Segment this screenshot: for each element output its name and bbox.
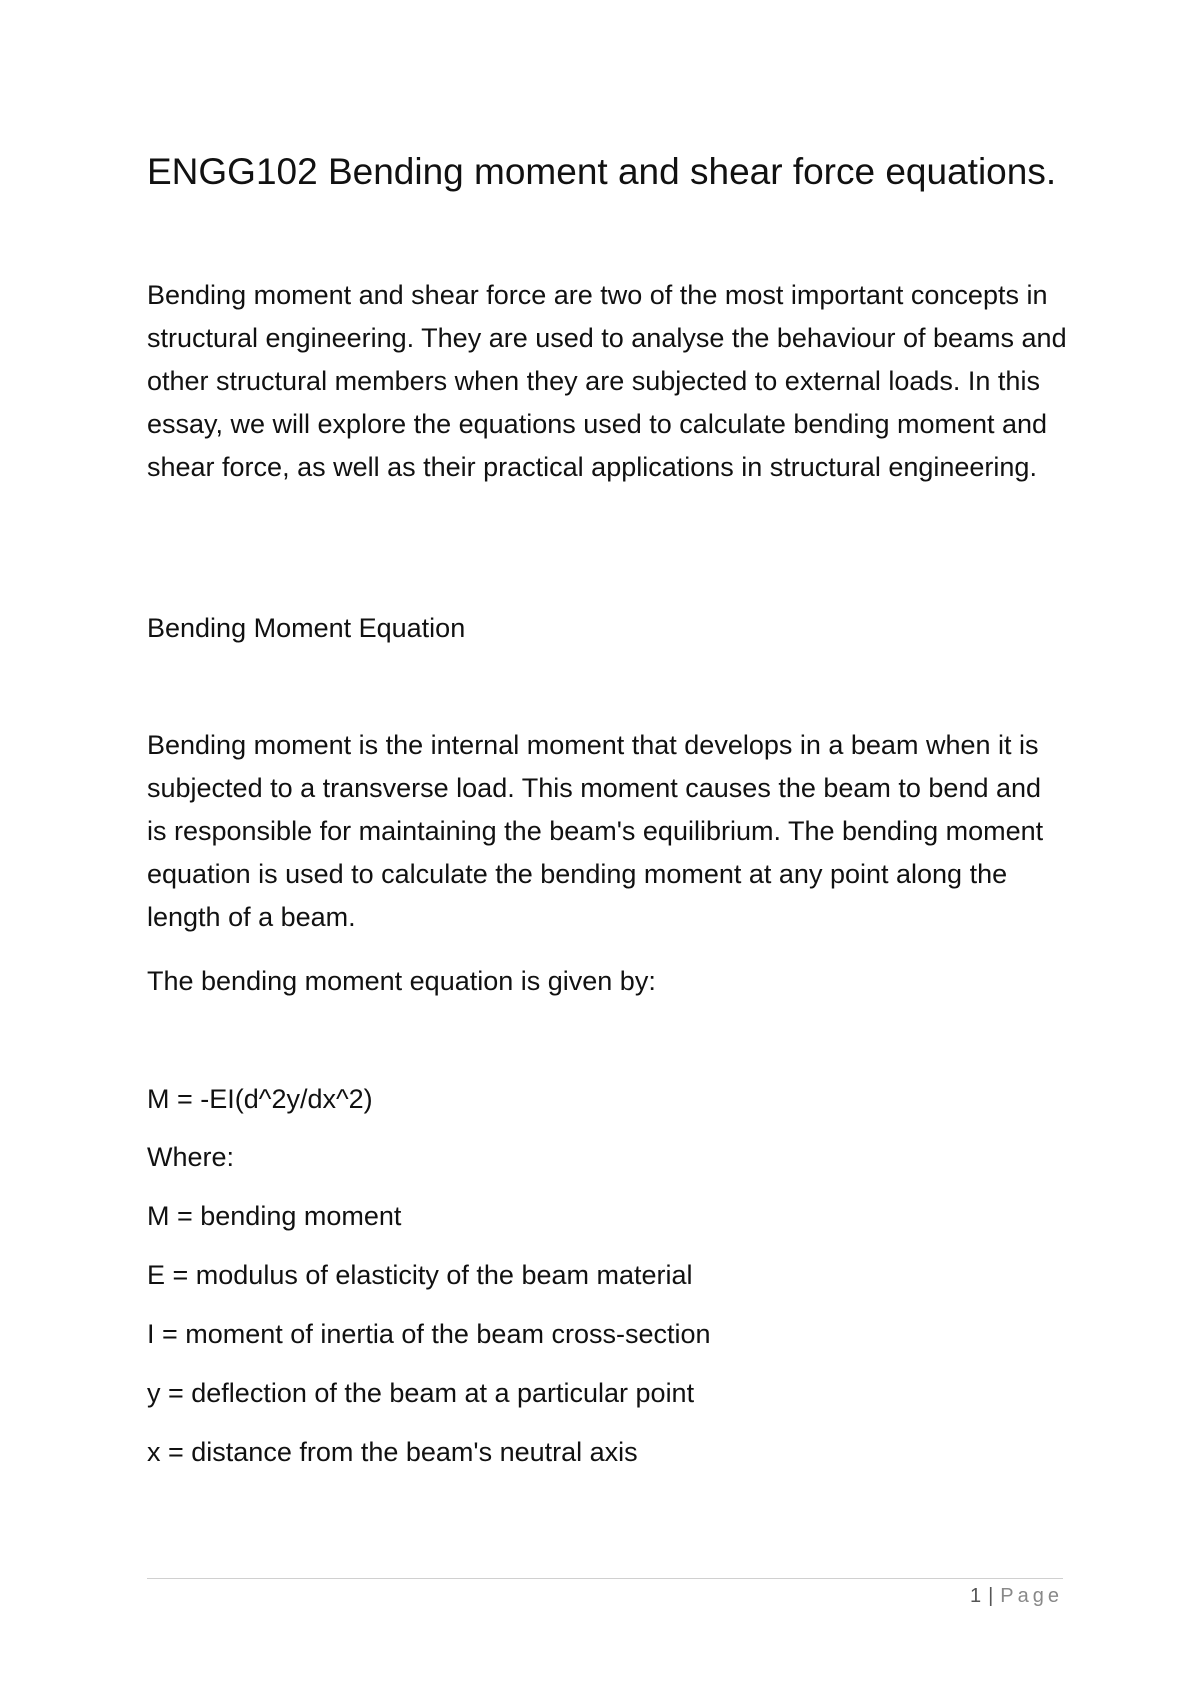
page-footer <box>970 1585 1063 1608</box>
document-title: ENGG102 Bending moment and shear force equations. <box>147 151 1057 192</box>
page-number: 1 <box>969 1585 983 1607</box>
definition-item: I = moment of inertia of the beam cross-section <box>147 1319 711 1349</box>
definition-item: y = deflection of the beam at a particular point <box>147 1378 695 1408</box>
where-label: Where: <box>147 1142 235 1172</box>
section-heading: Bending Moment Equation <box>147 613 466 643</box>
definition-item: M = bending moment <box>147 1201 402 1231</box>
footer-separator: | <box>988 1585 995 1607</box>
bending-moment-equation: M = -EI(d^2y/dx^2) <box>147 1084 373 1114</box>
intro-paragraph: Bending moment and shear force are two of the most important concepts in structural engineering. They are used to analyse the behaviour of beams and other structural members when they are subjected to external loads. In this essay, we will explore the equations used to calculate bending moment and shear force, as well as their practical applications in structural engineering. <box>147 280 1067 482</box>
definitions-list <box>147 1195 711 1490</box>
definition-item: E = modulus of elasticity of the beam material <box>147 1260 693 1290</box>
section-paragraph: Bending moment is the internal moment that develops in a beam when it is subjected to a transverse load. This moment causes the beam to bend and is responsible for maintaining the beam's equilibrium. The bending moment equation is used to calculate the bending moment at any point along the length of a beam. <box>147 730 1044 932</box>
page-label: Page <box>1000 1585 1063 1607</box>
footer-divider <box>147 1578 1063 1579</box>
given-line: The bending moment equation is given by: <box>147 966 656 996</box>
page-content <box>147 148 1067 1467</box>
definition-item: x = distance from the beam's neutral axis <box>147 1437 638 1467</box>
